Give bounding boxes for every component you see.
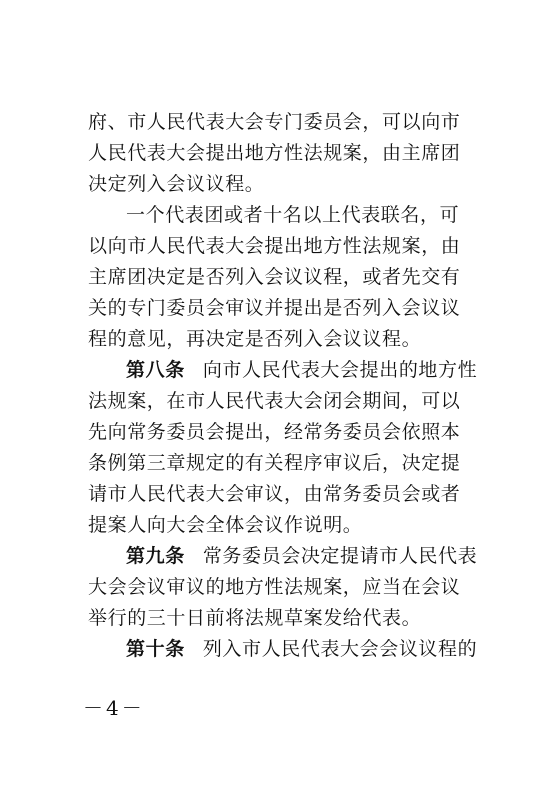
- paragraph: 府、市人民代表大会专门委员会，可以向市人民代表大会提出地方性法规案，由主席团决定列入会议议程。: [88, 111, 461, 195]
- paragraph: 一个代表团或者十名以上代表联名，可以向市人民代表大会提出地方性法规案，由主席团决定是否列入会议议程，或者先交有关的专门委员会审议并提出是否列入会议议程的意见，再决定是否列入会议议程。: [88, 204, 461, 350]
- article-text: 列入市人民代表大会会议议程的: [202, 638, 478, 660]
- article-title: 第十条: [126, 638, 185, 660]
- article-title: 第九条: [126, 545, 185, 567]
- article-paragraph: [88, 634, 478, 665]
- article-text: 常务委员会决定提请市人民代表大会会议审议的地方性法规案，应当在会议举行的三十日前将法规草案发给代表。: [88, 545, 478, 629]
- article-title: 第八条: [126, 359, 185, 381]
- document-body: [88, 107, 478, 665]
- article-text: 向市人民代表大会提出的地方性法规案，在市人民代表大会闭会期间，可以先向常务委员会提出，经常务委员会依照本条例第三章规定的有关程序审议后，决定提请市人民代表大会审议，由常务委员会或者提案人向大会全体会议作说明。: [88, 359, 478, 536]
- article-paragraph: [88, 355, 478, 541]
- page-number: －4－: [83, 696, 145, 720]
- article-paragraph: [88, 541, 478, 634]
